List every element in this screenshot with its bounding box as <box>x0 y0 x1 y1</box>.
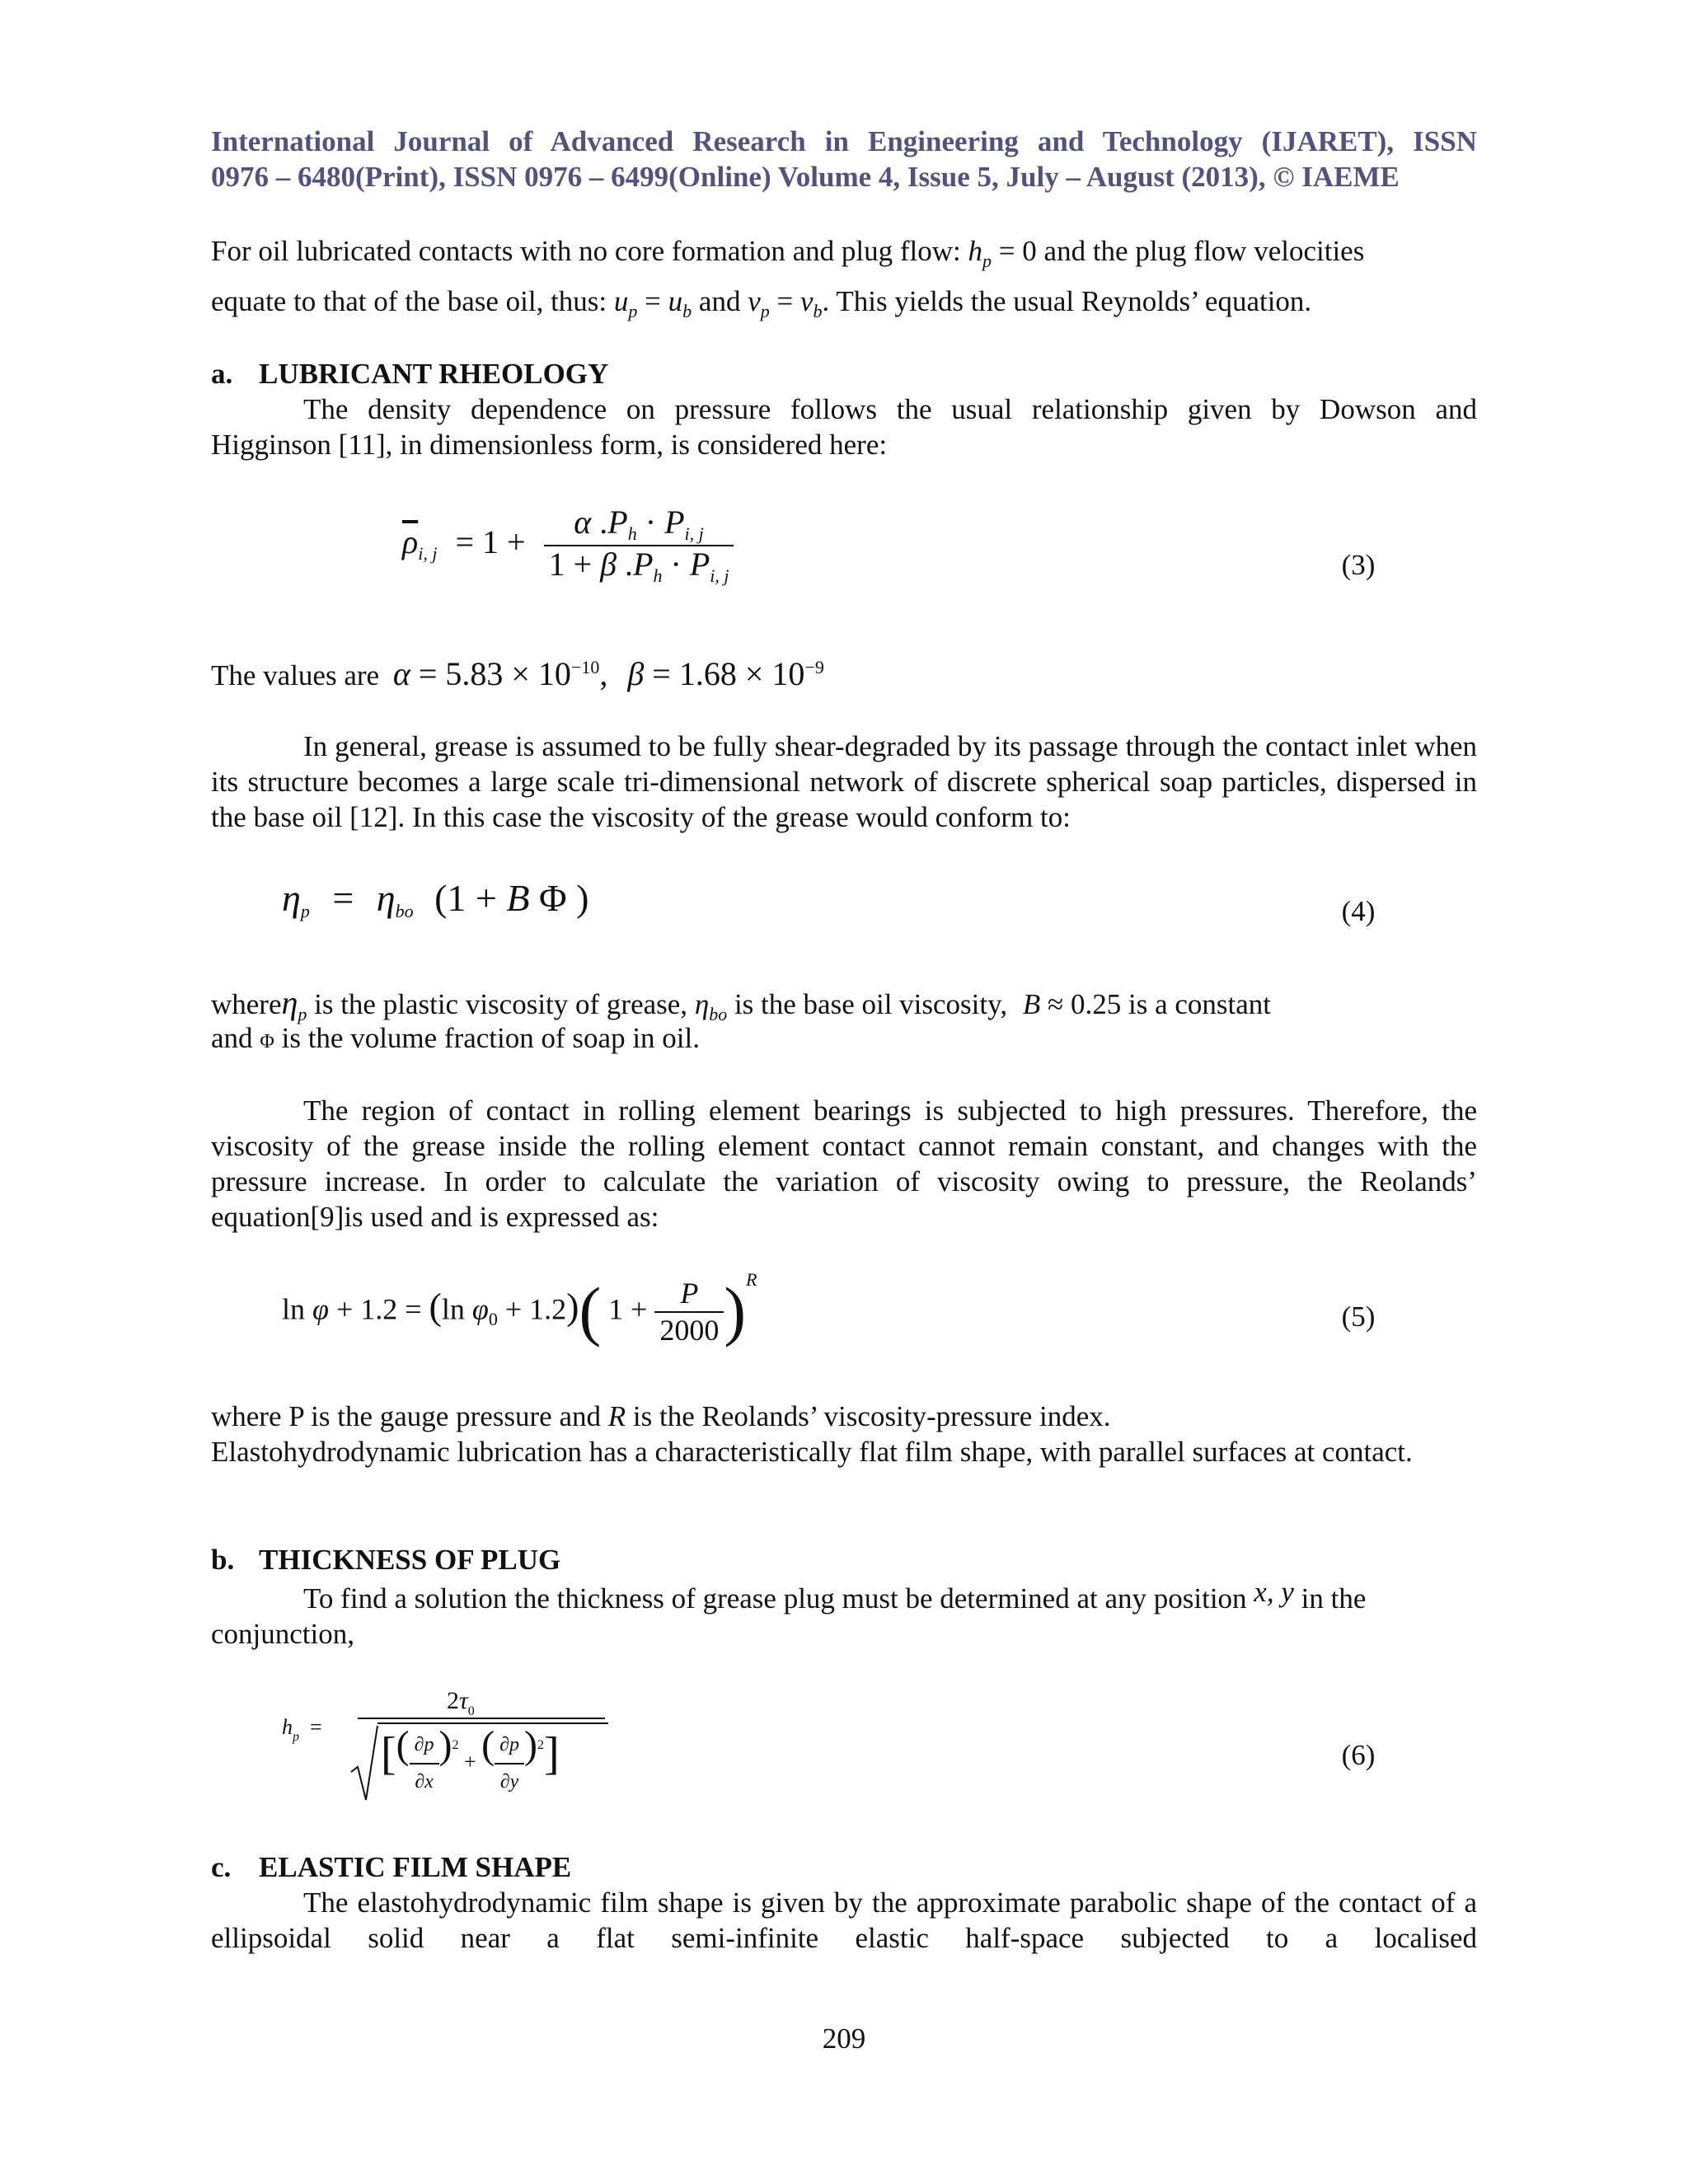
equation-5-number: (5) <box>1341 1301 1376 1333</box>
where-line-1: whereη$_p$ is the plastic viscosity of grease, $\eta_{bo}$ is the base oil viscosity, B ≈ 0.25 is a constant <box>211 984 1271 1024</box>
section-c-para1: The elastohydrodynamic film shape is given by the approximate parabolic shape of the contact of a ellipsoidal solid near a flat semi-infinite elastic half-space subjected to a localised <box>211 1886 1477 1954</box>
section-a-heading <box>211 356 1477 391</box>
section-b-title: THICKNESS OF PLUG <box>259 1544 561 1576</box>
section-a-para3: The region of contact in rolling element bearings is subjected to high pressures. Therefore, the viscosity of the grease inside the rolling element contact cannot remain constant, and changes with the pressure increase. In order to calculate the variation of viscosity owing to pressure, the Reolands’ equation[9]is used and is expressed as: <box>211 1094 1477 1233</box>
equation-4: ηp = ηbo (1 + B Φ ) <box>282 877 589 921</box>
intro-text-4: . This yields the usual Reynolds’ equation. <box>822 285 1312 317</box>
equation-6-number: (6) <box>1341 1739 1376 1771</box>
section-a-para4: Elastohydrodynamic lubrication has a characteristically flat film shape, with parallel surfaces at contact. <box>211 1436 1413 1468</box>
where-line-3: where P is the gauge pressure and R is the Reolands’ viscosity-pressure index. <box>211 1400 1111 1432</box>
journal-header-line2: 0976 – 6480(Print), ISSN 0976 – 6499(Online) Volume 4, Issue 5, July – August (2013), © IAEME <box>211 161 1400 193</box>
alpha-value: = 5.83 × 10 <box>418 655 571 692</box>
equation-5: ln φ + 1.2 = (ln $\varphi_0 + 1.2$)( 1 + $\frac{P}{2000}$ )$^R$ <box>282 1269 757 1348</box>
beta-value: = 1.68 × 10 <box>652 655 805 692</box>
intro-line-2 <box>211 284 1477 322</box>
intro-and: and <box>698 285 741 317</box>
square-root-icon <box>348 1722 381 1805</box>
intro-text-1: For oil lubricated contacts with no core formation and plug flow: <box>211 235 961 267</box>
where3-b: is the Reolands’ viscosity-pressure index. <box>632 1400 1111 1432</box>
section-b-para1-line1: To find a solution the thickness of grease plug must be determined at any position x, y in the <box>303 1576 1367 1615</box>
where1-b: is the plastic viscosity of grease, <box>314 988 688 1020</box>
section-c-label: c. <box>211 1851 232 1883</box>
intro-text-2: and the plug flow velocities <box>1043 235 1365 267</box>
where1-a: where <box>211 988 282 1020</box>
section-b-para1-b: in the <box>1301 1582 1367 1615</box>
equation-3: $\overline{\rho}_{i, j} = 1$ + $\frac{\alpha .P_h \cdot P_{i, j}}{1 + \beta .P_h \cdot P_{i, j}}$ <box>402 504 734 587</box>
section-a-label: a. <box>211 358 233 390</box>
where1-d: is a constant <box>1128 988 1271 1020</box>
where2-a: and <box>211 1022 253 1054</box>
values-line: The values are $\alpha = 5.83 \times 10^{-10}$, $\beta = 1.68 \times 10^{-9}$ <box>211 655 824 692</box>
values-text: The values are <box>211 659 380 691</box>
vp-vb-expr: $v_p = v_b$ <box>748 285 823 321</box>
journal-header-line1: International Journal of Advanced Research in Engineering and Technology (IJARET), ISSN <box>211 125 1477 157</box>
where1-c: is the base oil viscosity, <box>734 988 1008 1020</box>
section-b-para1-line2: conjunction, <box>211 1618 354 1650</box>
section-a-title: LUBRICANT RHEOLOGY <box>259 358 609 390</box>
hp-zero-expr: $h_p = 0$ <box>968 235 1037 271</box>
equation-5-fraction: $\frac{P}{2000}$ <box>654 1276 724 1348</box>
up-ub-expr: $u_p = u_b$ <box>613 285 692 321</box>
section-b-heading <box>211 1542 1477 1577</box>
equation-6: $h_p$ = $2\tau_0$ [( $\frac{\partial p}{\partial x}$ )$^2$ + ( $\frac{\partial p}{\partial y}$ )$^2$] <box>282 1683 628 1807</box>
alpha-exponent: −10 <box>570 657 600 677</box>
equation-4-number: (4) <box>1341 895 1376 927</box>
journal-header <box>211 124 1477 194</box>
where2-b: is the volume fraction of soap in oil. <box>281 1022 700 1054</box>
where-line-2: and Φ is the volume fraction of soap in oil. <box>211 1022 700 1054</box>
page-number: 209 <box>822 2022 866 2055</box>
where3-a: where P is the gauge pressure and <box>211 1400 601 1432</box>
section-c-heading <box>211 1849 1477 1885</box>
section-a-para1-line2: Higginson [11], in dimensionless form, is considered here: <box>211 429 888 461</box>
equation-3-number: (3) <box>1341 549 1376 581</box>
section-a-para2: In general, grease is assumed to be fully shear-degraded by its passage through the contact inlet when its structure becomes a large scale tri-dimensional network of discrete spherical soap particles, dispersed in the base oil [12]. In this case the viscosity of the grease would conform to: <box>211 730 1477 833</box>
beta-exponent: −9 <box>804 657 824 677</box>
section-a-para1-line1: The density dependence on pressure follows the usual relationship given by Dowson and <box>303 393 1477 425</box>
section-c-title: ELASTIC FILM SHAPE <box>259 1851 572 1883</box>
intro-line-1 <box>211 233 1477 272</box>
section-b-para1-a: To find a solution the thickness of grease plug must be determined at any position <box>303 1582 1247 1615</box>
equation-3-fraction: $\frac{\alpha .P_h \cdot P_{i, j}}{1 + \beta .P_h \cdot P_{i, j}}$ <box>544 504 734 587</box>
section-b-label: b. <box>211 1544 235 1576</box>
intro-text-3: equate to that of the base oil, thus: <box>211 285 607 317</box>
